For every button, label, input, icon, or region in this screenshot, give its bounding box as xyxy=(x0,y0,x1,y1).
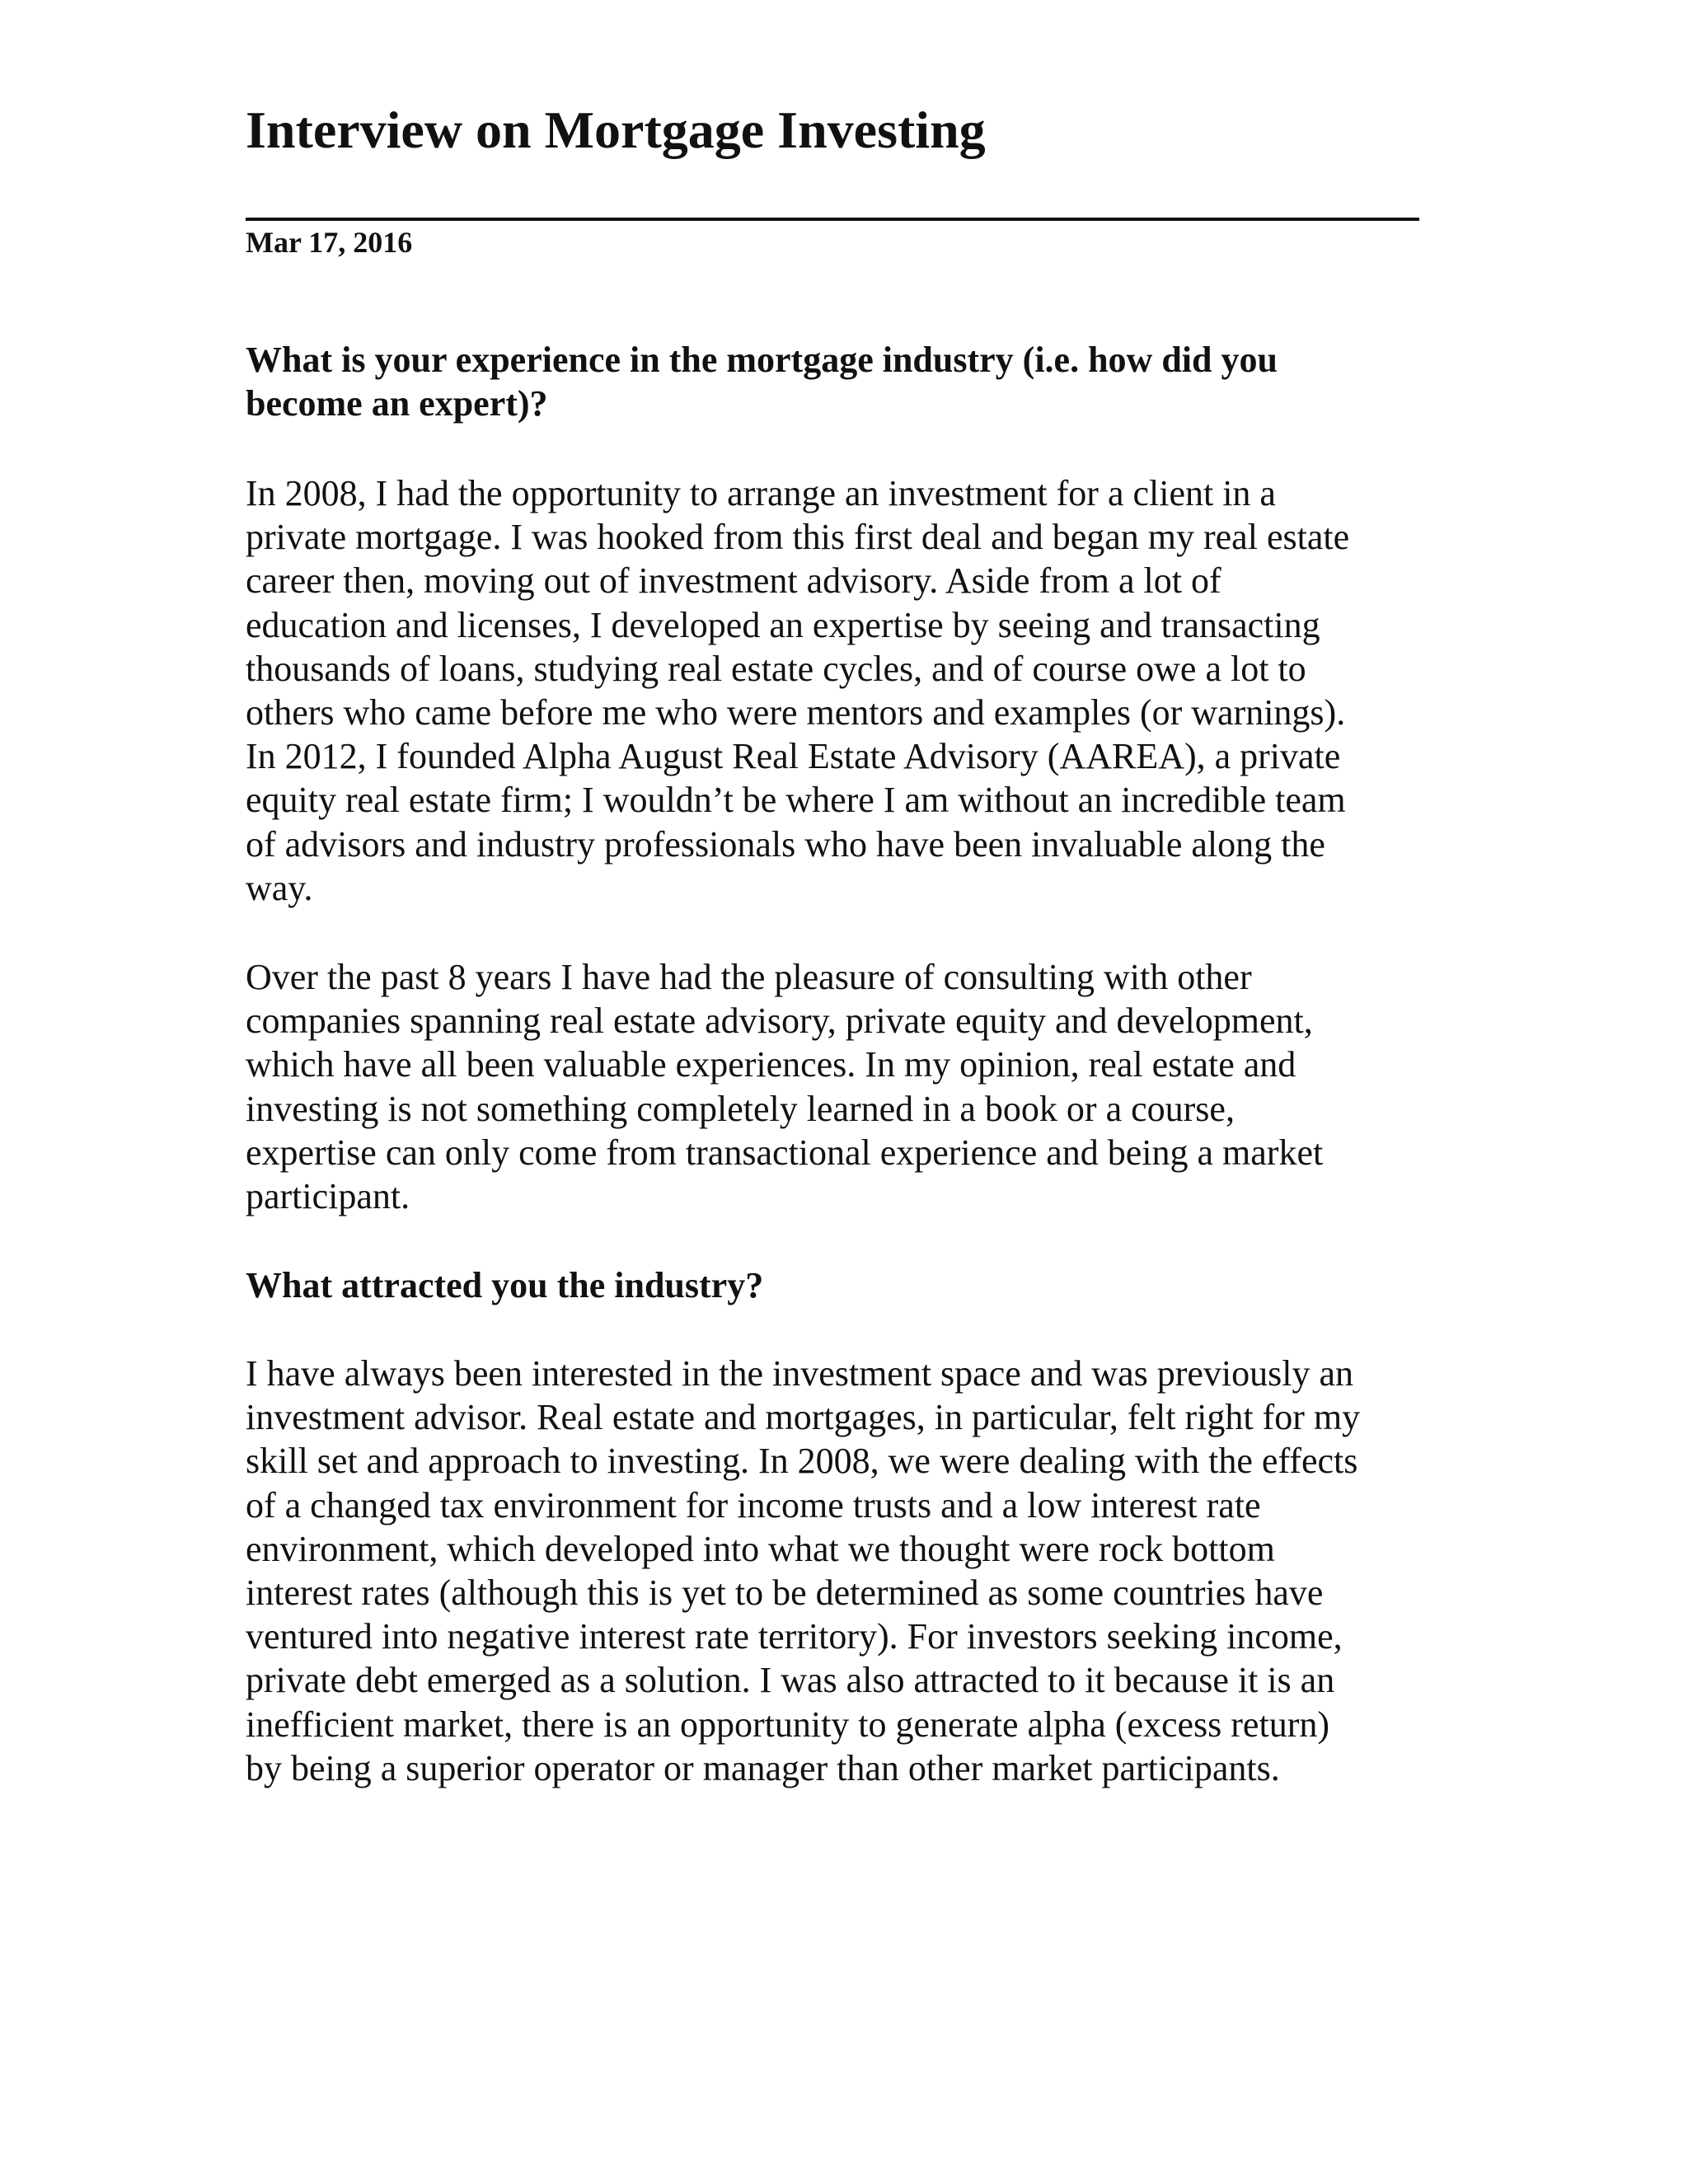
paragraph-line: others who came before me who were mentors and examples (or warnings). xyxy=(246,692,1346,733)
title-divider xyxy=(246,218,1419,221)
paragraph-line: way. xyxy=(246,867,313,908)
paragraph-line: thousands of loans, studying real estate cycles, and of course owe a lot to xyxy=(246,648,1306,689)
paragraph-line: of advisors and industry professionals who have been invaluable along the xyxy=(246,823,1325,865)
paragraph-line: career then, moving out of investment advisory. Aside from a lot of xyxy=(246,560,1221,602)
paragraph-line: investing is not something completely learned in a book or a course, xyxy=(246,1088,1235,1129)
question-2 xyxy=(246,1263,1432,1307)
paragraph-line: In 2008, I had the opportunity to arrange an investment for a client in a xyxy=(246,473,1276,513)
paragraph-line: private debt emerged as a solution. I was also attracted to it because it is an xyxy=(246,1660,1335,1701)
paragraph-line: which have all been valuable experiences. In my opinion, real estate and xyxy=(246,1044,1296,1085)
paragraph-line: by being a superior operator or manager than other market participants. xyxy=(246,1747,1280,1788)
question-1 xyxy=(246,338,1432,425)
paragraph-line: of a changed tax environment for income trusts and a low interest rate xyxy=(246,1484,1261,1526)
paragraph-line: participant. xyxy=(246,1176,410,1217)
paragraph-line: equity real estate firm; I wouldn’t be where I am without an incredible team xyxy=(246,780,1346,821)
question-2-line: What attracted you the industry? xyxy=(246,1265,764,1305)
publish-date: Mar 17, 2016 xyxy=(246,226,413,259)
answer-1-paragraph-2 xyxy=(246,955,1432,1218)
paragraph-line: ventured into negative interest rate territory). For investors seeking income, xyxy=(246,1616,1343,1657)
paragraph-line: inefficient market, there is an opportunity to generate alpha (excess return) xyxy=(246,1704,1329,1745)
paragraph-line: education and licenses, I developed an expertise by seeing and transacting xyxy=(246,604,1320,645)
paragraph-line: companies spanning real estate advisory, private equity and development, xyxy=(246,1001,1313,1042)
question-1-line: What is your experience in the mortgage industry (i.e. how did you xyxy=(246,340,1278,380)
page-title: Interview on Mortgage Investing xyxy=(246,101,986,159)
paragraph-line: investment advisor. Real estate and mortgages, in particular, felt right for my xyxy=(246,1397,1361,1438)
paragraph-line: In 2012, I founded Alpha August Real Estate Advisory (AAREA), a private xyxy=(246,736,1341,777)
question-1-line: become an expert)? xyxy=(246,383,548,424)
paragraph-line: expertise can only come from transactional experience and being a market xyxy=(246,1132,1324,1173)
answer-2-paragraph-1 xyxy=(246,1352,1432,1790)
paragraph-line: environment, which developed into what we thought were rock bottom xyxy=(246,1528,1275,1569)
paragraph-line: I have always been interested in the investment space and was previously an xyxy=(246,1353,1353,1394)
paragraph-line: Over the past 8 years I have had the pleasure of consulting with other xyxy=(246,957,1252,997)
paragraph-line: interest rates (although this is yet to be determined as some countries have xyxy=(246,1572,1324,1614)
paragraph-line: private mortgage. I was hooked from this first deal and began my real estate xyxy=(246,517,1350,558)
answer-1-paragraph-1 xyxy=(246,471,1432,910)
paragraph-line: skill set and approach to investing. In 2008, we were dealing with the effects xyxy=(246,1441,1358,1482)
